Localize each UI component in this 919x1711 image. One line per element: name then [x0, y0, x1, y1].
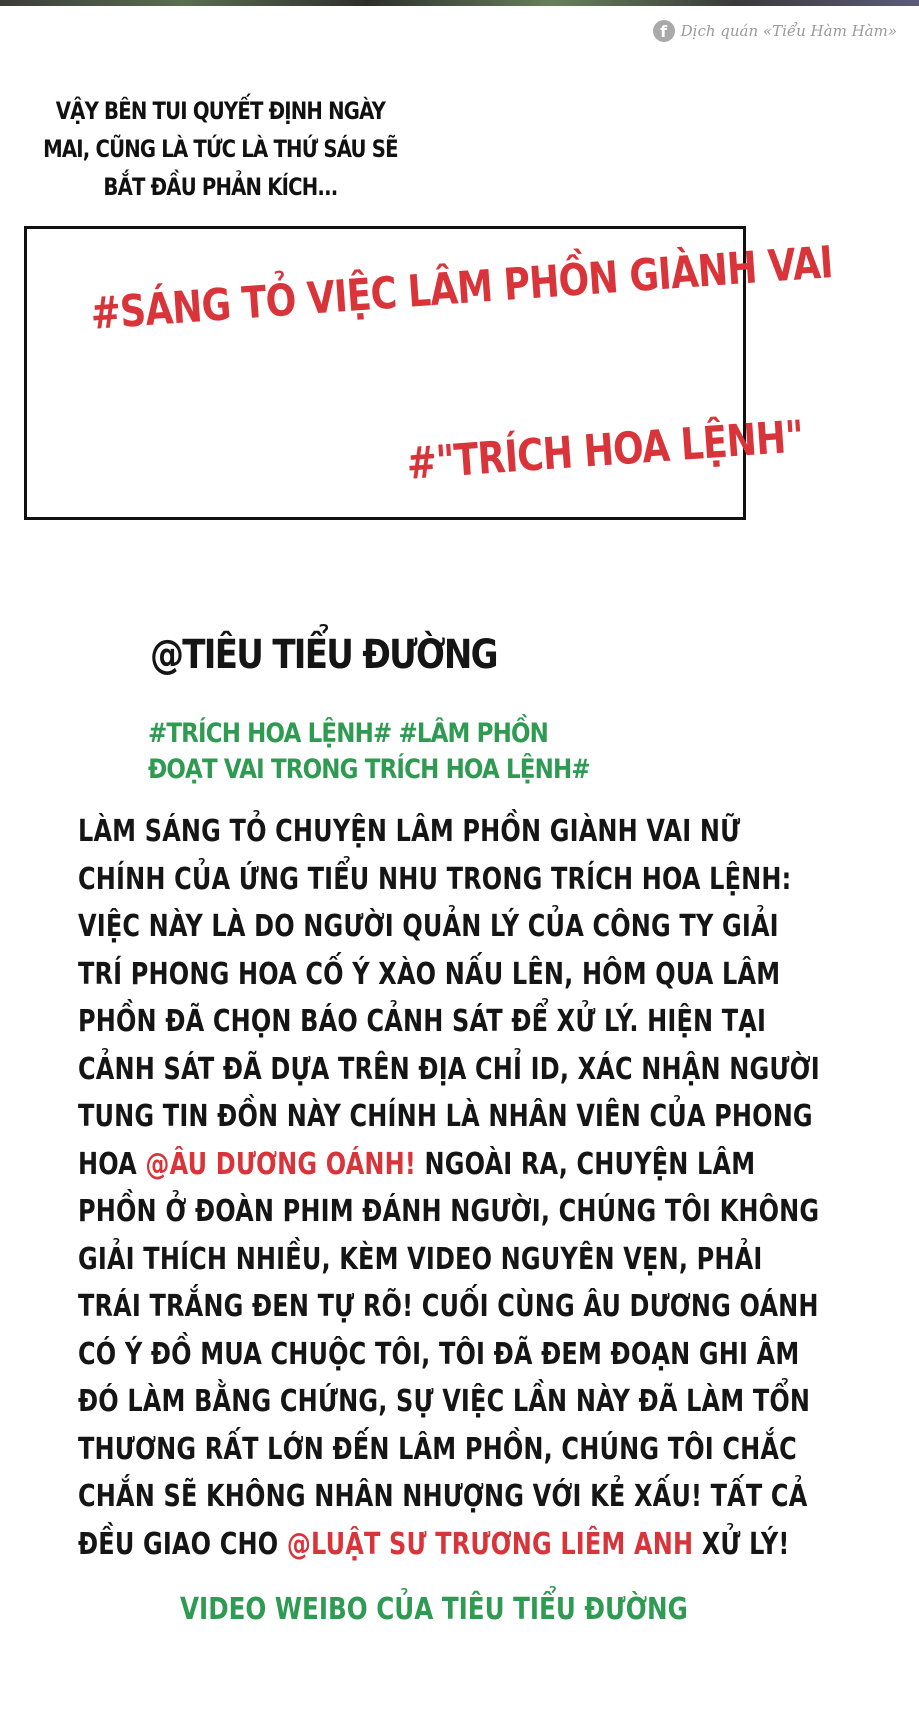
post-line-part: NGOÀI RA, CHUYỆN LÂM [416, 1146, 756, 1182]
tags-line-2: ĐOẠT VAI TRONG TRÍCH HOA LỆNH# [148, 754, 590, 785]
mention-lawyer[interactable]: @LUẬT SƯ TRƯƠNG LIÊM ANH [286, 1526, 694, 1562]
post-body [78, 808, 822, 1568]
post-line: THƯƠNG RẤT LỚN ĐẾN LÂM PHỒN, CHÚNG TÔI CHẮC [78, 1431, 797, 1467]
post-tags [148, 716, 590, 788]
previous-panel-edge [0, 0, 919, 6]
post-line-with-mention [78, 1521, 822, 1569]
post-line: ĐÓ LÀM BẰNG CHỨNG, SỰ VIỆC LẦN NÀY ĐÃ LÀM TỔN [78, 1384, 811, 1419]
post-line: PHỒN ĐÃ CHỌN BÁO CẢNH SÁT ĐỂ XỬ LÝ. HIỆN TẠI [78, 1004, 767, 1039]
tags-line-1: #TRÍCH HOA LỆNH# #LÂM PHỒN [148, 718, 549, 749]
post-line: CẢNH SÁT ĐÃ DỰA TRÊN ĐỊA CHỈ ID, XÁC NHẬN NGƯỜI [78, 1051, 820, 1087]
post-line: CÓ Ý ĐỒ MUA CHUỘC TÔI, TÔI ĐÃ ĐEM ĐOẠN GHI ÂM [78, 1336, 800, 1372]
post-line-part: ĐỀU GIAO CHO [78, 1526, 287, 1562]
post-line-part: XỬ LÝ! [693, 1526, 790, 1562]
post-line: PHỒN Ở ĐOÀN PHIM ĐÁNH NGƯỜI, CHÚNG TÔI KHÔNG [78, 1194, 820, 1229]
watermark [653, 20, 897, 42]
panel-headline-1: #SÁNG TỎ VIỆC LÂM PHỒN GIÀNH VAI [89, 237, 835, 340]
facebook-icon: f [653, 20, 675, 42]
mention-au-duong-oanh[interactable]: @ÂU DƯƠNG OÁNH! [145, 1146, 417, 1182]
video-caption[interactable]: VIDEO WEIBO CỦA TIÊU TIỂU ĐƯỜNG [180, 1592, 688, 1627]
hashtag-panel [24, 226, 835, 520]
post-line: TUNG TIN ĐỒN NÀY CHÍNH LÀ NHÂN VIÊN CỦA PHONG [78, 1099, 813, 1134]
post-line-with-mention [78, 1141, 822, 1189]
post-author: @TIÊU TIỂU ĐƯỜNG [150, 632, 497, 678]
narration-text: VẬY BÊN TUI QUYẾT ĐỊNH NGÀY MAI, CŨNG LÀ TỨC LÀ THỨ SÁU SẼ BẮT ĐẦU PHẢN KÍCH... [43, 97, 398, 201]
post-line: TRÁI TRẮNG ĐEN TỰ RÕ! CUỐI CÙNG ÂU DƯƠNG OÁNH [78, 1289, 819, 1324]
post-line-part: HOA [78, 1146, 146, 1182]
post-line: CHÍNH CỦA ỨNG TIỂU NHU TRONG TRÍCH HOA LỆNH: [78, 861, 792, 897]
watermark-text: Dịch quán «Tiểu Hàm Hàm» [680, 22, 897, 40]
post-line: TRÍ PHONG HOA CỐ Ý XÀO NẤU LÊN, HÔM QUA LÂM [78, 956, 781, 992]
post-line: VIỆC NÀY LÀ DO NGƯỜI QUẢN LÝ CỦA CÔNG TY GIẢI [78, 909, 779, 944]
post-line: GIẢI THÍCH NHIỀU, KÈM VIDEO NGUYÊN VẸN, PHẢI [78, 1241, 763, 1277]
post-line: CHẮN SẼ KHÔNG NHÂN NHƯỢNG VỚI KẺ XẤU! TẤT CẢ [78, 1479, 808, 1514]
post-line: LÀM SÁNG TỎ CHUYỆN LÂM PHỒN GIÀNH VAI NỮ [78, 814, 741, 849]
panel-headline-2: #"TRÍCH HOA LỆNH" [405, 411, 805, 490]
